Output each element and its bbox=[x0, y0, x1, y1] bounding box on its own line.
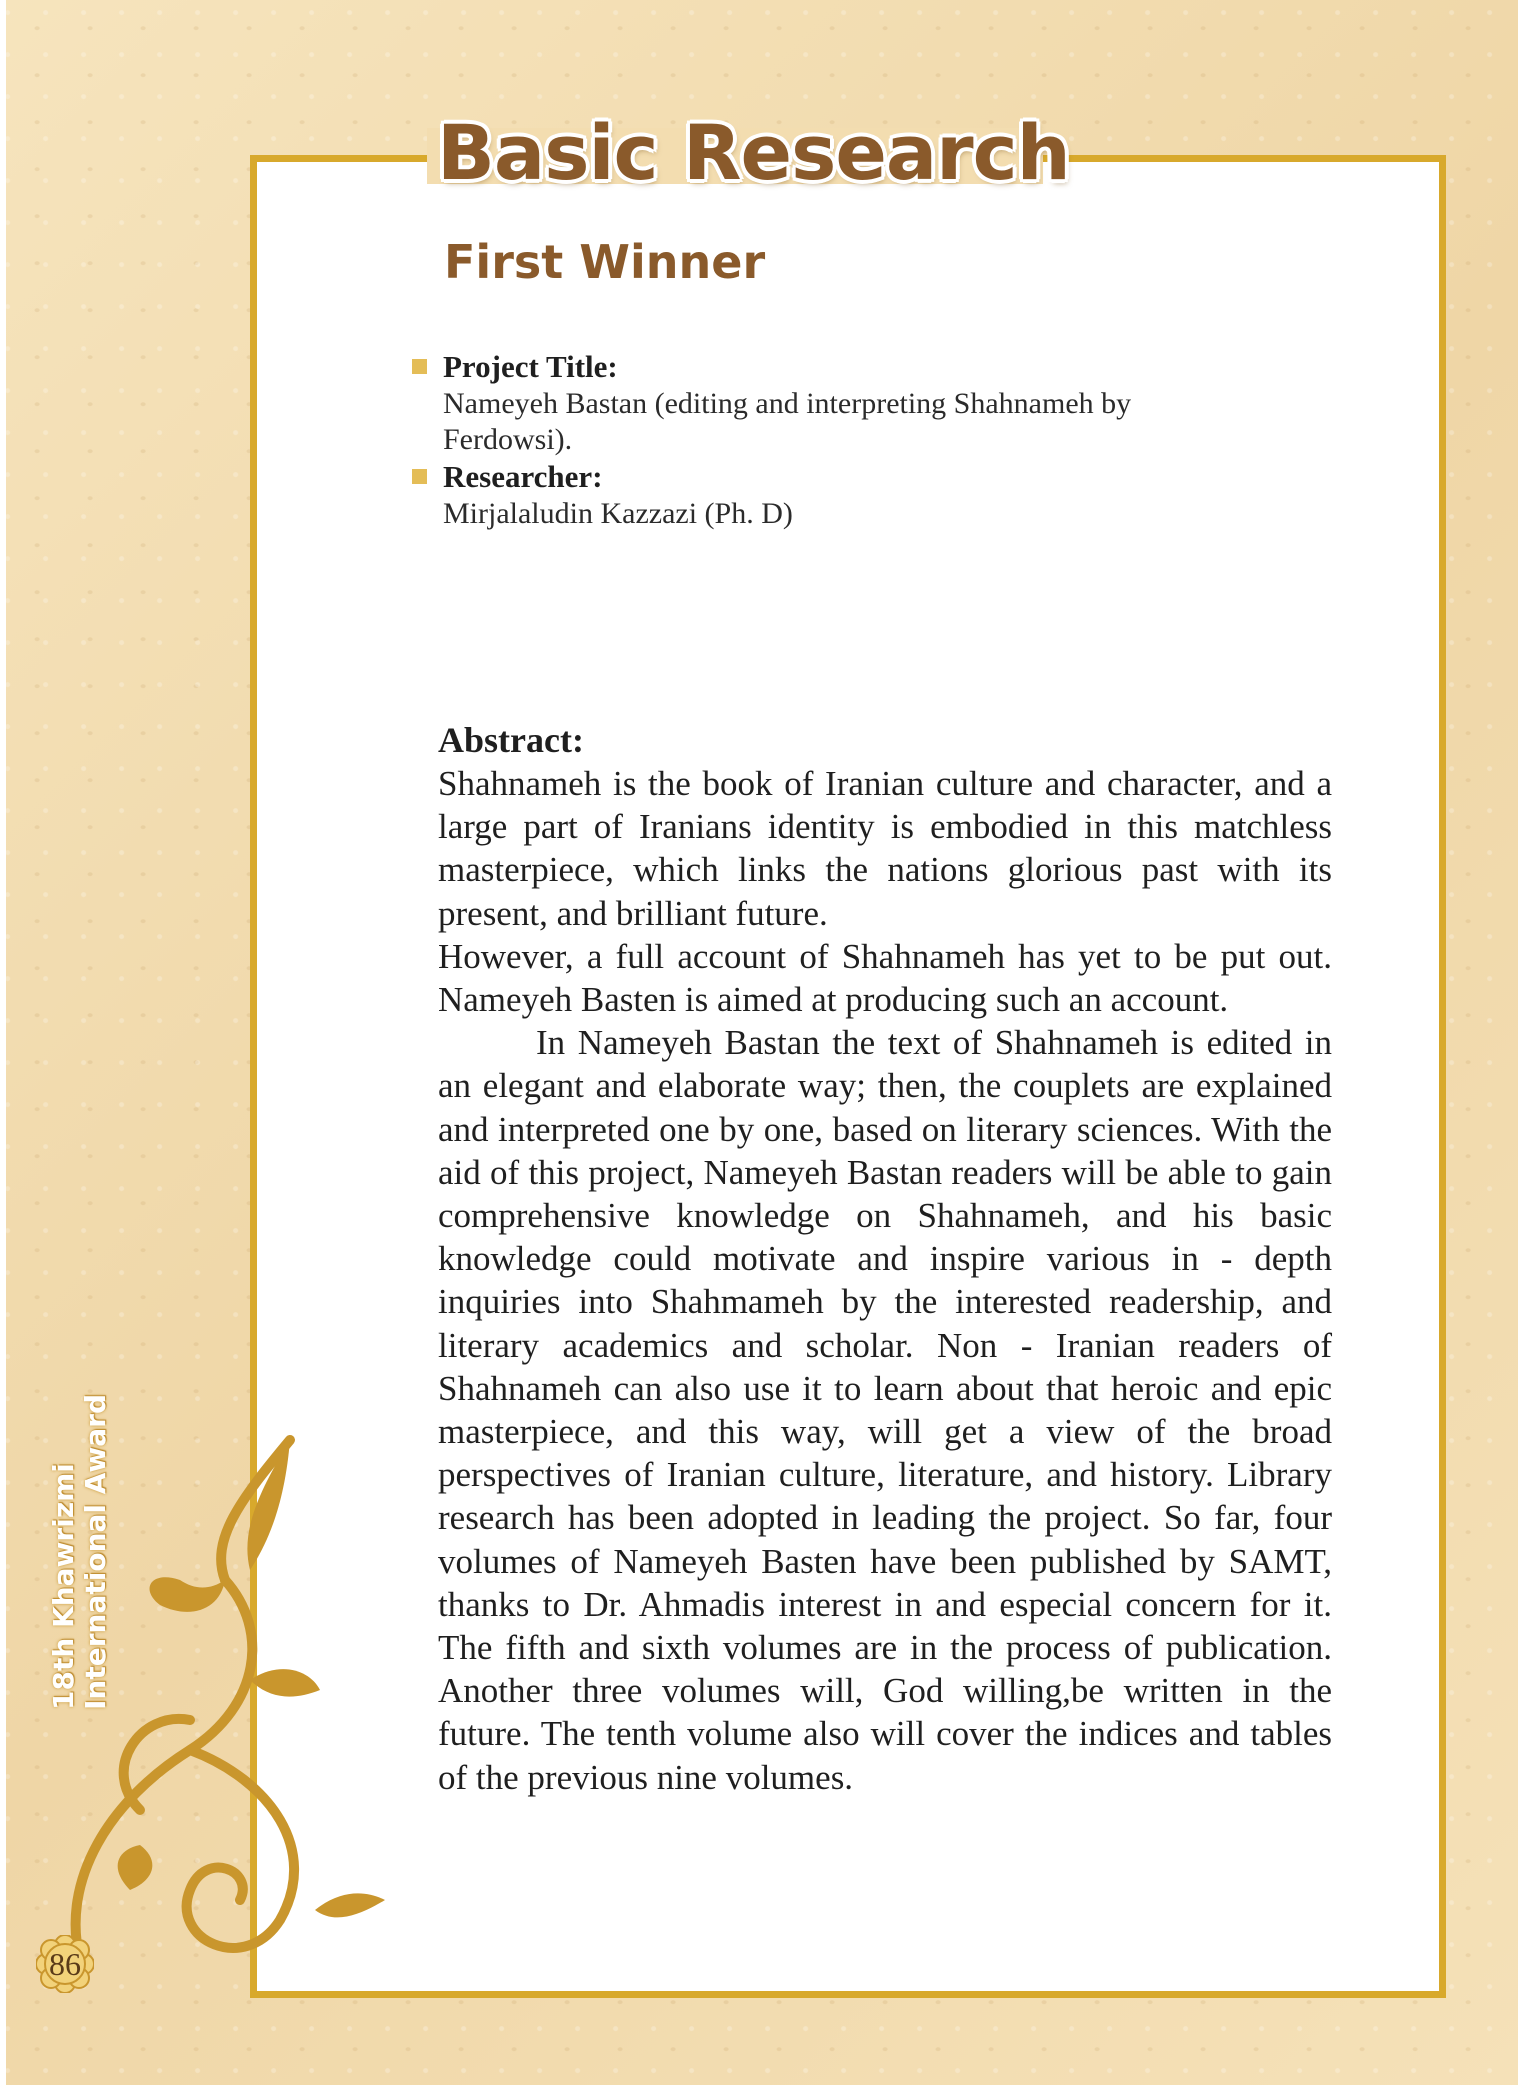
sidebar-line-1: 18th Khawrizmi bbox=[47, 1463, 80, 1710]
abstract-section bbox=[438, 718, 1332, 1799]
subtitle: First Winner bbox=[444, 235, 766, 289]
abstract-paragraph-1: Shahnameh is the book of Iranian culture and character, and a large part of Iranians identity is embodied in this matchless masterpiece, which links the nations glorious past with its present, and brilliant future. bbox=[438, 764, 1332, 933]
project-title-line-2: Ferdowsi). bbox=[443, 423, 573, 456]
project-title-label: Project Title: bbox=[443, 349, 618, 384]
project-title-row bbox=[412, 348, 1292, 386]
page-number: 86 bbox=[49, 1946, 81, 1982]
researcher-value: Mirjalaludin Kazzazi (Ph. D) bbox=[443, 497, 793, 530]
sidebar-line-2: International Award bbox=[79, 1393, 112, 1710]
page-left-edge bbox=[0, 0, 6, 2085]
section-title: Basic Research bbox=[437, 108, 1070, 197]
abstract-paragraph-2: However, a full account of Shahnameh has yet to be put out. Nameyeh Basten is aimed at producing such an account. bbox=[438, 936, 1332, 1020]
square-bullet-icon bbox=[412, 469, 427, 484]
square-bullet-icon bbox=[412, 359, 427, 374]
researcher-label: Researcher: bbox=[443, 459, 603, 494]
researcher-row bbox=[412, 458, 1292, 496]
award-sidebar-text bbox=[48, 1394, 112, 1710]
abstract-paragraph-3: In Nameyeh Bastan the text of Shahnameh is edited in an elegant and elaborate way; then, the couplets are explained and interpreted one by one, based on literary sciences. With the aid of this project, Nameyeh Bastan readers will be able to gain comprehensive knowledge on Shahnameh, and his basic knowledge could motivate and inspire various in - depth inquiries into Shahmameh by the interested readership, and literary academics and scholar. Non - Iranian readers of Shahnameh can also use it to learn about that heroic and epic masterpiece, and this way, will get a view of the broad perspectives of Iranian culture, literature, and history. Library research has been adopted in leading the project. So far, four volumes of Nameyeh Basten have been published by SAMT, thanks to Dr. Ahmadis interest in and especial concern for it. The fifth and sixth volumes are in the process of publication. Another three volumes will, God willing,be written in the future. The tenth volume also will cover the indices and tables of the previous nine volumes. bbox=[438, 1023, 1332, 1797]
project-title-line-1: Nameyeh Bastan (editing and interpreting Shahnameh by bbox=[443, 387, 1132, 420]
project-info bbox=[412, 348, 1292, 532]
abstract-heading: Abstract: bbox=[438, 720, 584, 760]
